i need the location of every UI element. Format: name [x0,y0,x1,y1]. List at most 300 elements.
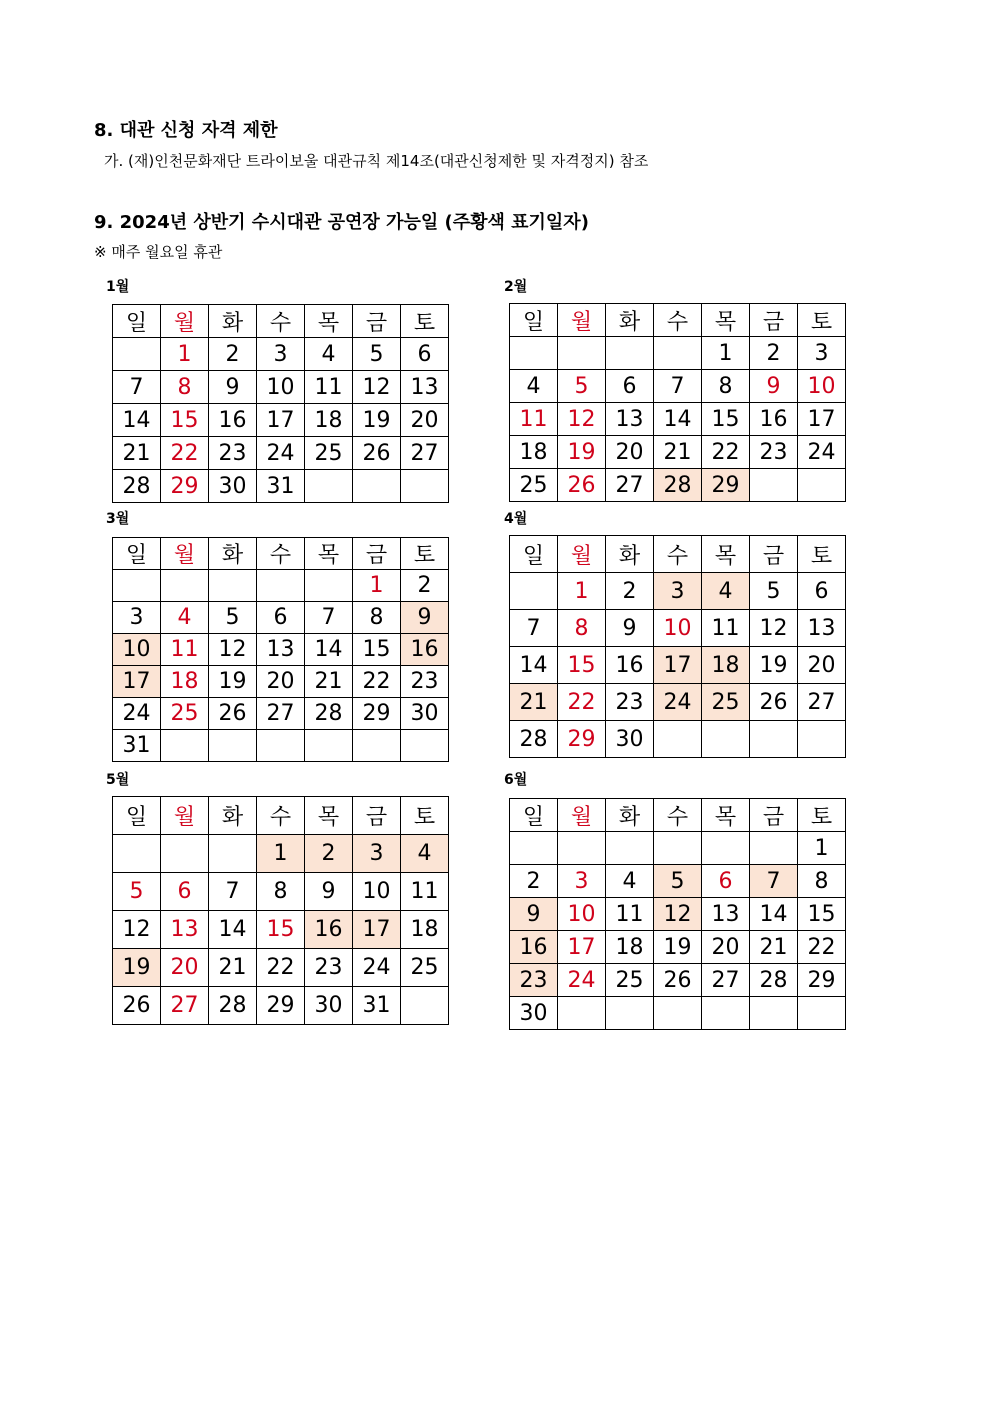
weekday-header: 금 [353,797,401,835]
day-cell: 29 [798,964,846,997]
weekday-header: 일 [510,536,558,573]
day-cell: 26 [209,698,257,730]
day-cell: 21 [510,684,558,721]
weekday-header: 수 [654,799,702,832]
day-cell: 18 [606,931,654,964]
day-cell: 25 [606,964,654,997]
weekday-header: 수 [257,538,305,570]
weekday-header: 월 [558,304,606,337]
day-cell: 20 [702,931,750,964]
day-cell: 7 [305,602,353,634]
day-cell: 11 [606,898,654,931]
day-cell: 18 [401,911,449,949]
day-cell: 28 [209,987,257,1025]
empty-day-cell [654,997,702,1030]
day-cell: 15 [161,404,209,437]
weekday-header: 토 [798,799,846,832]
day-cell: 17 [558,931,606,964]
day-cell: 16 [401,634,449,666]
day-cell: 9 [401,602,449,634]
empty-day-cell [750,469,798,502]
weekday-header: 토 [798,536,846,573]
day-cell: 23 [209,437,257,470]
day-cell: 1 [257,835,305,873]
week-row [113,338,449,371]
day-cell: 29 [353,698,401,730]
day-cell: 27 [798,684,846,721]
day-cell: 8 [257,873,305,911]
empty-day-cell [161,835,209,873]
weekday-header-row [113,797,449,835]
calendar-jan [112,304,449,503]
weekday-header: 화 [606,799,654,832]
day-cell: 18 [305,404,353,437]
week-row [113,371,449,404]
day-cell: 5 [558,370,606,403]
calendar-apr [509,535,846,758]
day-cell: 30 [209,470,257,503]
day-cell: 23 [401,666,449,698]
weekday-header: 화 [606,304,654,337]
day-cell: 3 [558,865,606,898]
weekday-header: 목 [702,799,750,832]
day-cell: 7 [654,370,702,403]
day-cell: 2 [209,338,257,371]
calendar-may [112,796,449,1025]
day-cell: 27 [401,437,449,470]
day-cell: 12 [558,403,606,436]
empty-day-cell [702,832,750,865]
day-cell: 13 [401,371,449,404]
empty-day-cell [209,730,257,762]
month-label: 3월 [106,511,130,527]
day-cell: 15 [702,403,750,436]
day-cell: 25 [161,698,209,730]
day-cell: 22 [353,666,401,698]
day-cell: 25 [305,437,353,470]
day-cell: 16 [209,404,257,437]
week-row [113,949,449,987]
day-cell: 15 [798,898,846,931]
weekday-header: 화 [209,797,257,835]
day-cell: 6 [257,602,305,634]
weekday-header: 목 [702,536,750,573]
day-cell: 12 [209,634,257,666]
empty-day-cell [750,721,798,758]
day-cell: 8 [702,370,750,403]
day-cell: 10 [113,634,161,666]
week-row [510,337,846,370]
day-cell: 12 [654,898,702,931]
weekday-header: 금 [750,304,798,337]
day-cell: 8 [558,610,606,647]
empty-day-cell [113,835,161,873]
weekday-header: 화 [606,536,654,573]
day-cell: 19 [654,931,702,964]
day-cell: 6 [401,338,449,371]
empty-day-cell [750,997,798,1030]
day-cell: 9 [305,873,353,911]
day-cell: 19 [558,436,606,469]
day-cell: 14 [654,403,702,436]
weekday-header: 토 [401,797,449,835]
day-cell: 18 [161,666,209,698]
day-cell: 14 [510,647,558,684]
week-row [113,666,449,698]
week-row [510,436,846,469]
day-cell: 9 [750,370,798,403]
day-cell: 28 [750,964,798,997]
weekday-header: 토 [798,304,846,337]
day-cell: 10 [798,370,846,403]
day-cell: 18 [702,647,750,684]
day-cell: 13 [606,403,654,436]
empty-day-cell [305,730,353,762]
empty-day-cell [113,338,161,371]
day-cell: 3 [353,835,401,873]
day-cell: 20 [161,949,209,987]
day-cell: 3 [654,573,702,610]
day-cell: 20 [257,666,305,698]
weekday-header: 월 [558,799,606,832]
day-cell: 22 [161,437,209,470]
empty-day-cell [606,832,654,865]
week-row [113,602,449,634]
day-cell: 29 [558,721,606,758]
day-cell: 1 [702,337,750,370]
empty-day-cell [558,337,606,370]
day-cell: 1 [161,338,209,371]
empty-day-cell [798,997,846,1030]
day-cell: 4 [606,865,654,898]
day-cell: 23 [305,949,353,987]
day-cell: 29 [257,987,305,1025]
day-cell: 13 [161,911,209,949]
day-cell: 16 [606,647,654,684]
day-cell: 26 [654,964,702,997]
day-cell: 9 [510,898,558,931]
day-cell: 27 [702,964,750,997]
week-row [113,470,449,503]
week-row [510,964,846,997]
week-row [113,698,449,730]
empty-day-cell [113,570,161,602]
day-cell: 14 [209,911,257,949]
day-cell: 5 [750,573,798,610]
week-row [113,437,449,470]
day-cell: 10 [353,873,401,911]
weekday-header: 금 [353,538,401,570]
day-cell: 27 [161,987,209,1025]
day-cell: 23 [750,436,798,469]
weekday-header: 화 [209,538,257,570]
day-cell: 30 [401,698,449,730]
empty-day-cell [606,337,654,370]
day-cell: 9 [209,371,257,404]
day-cell: 24 [113,698,161,730]
day-cell: 20 [606,436,654,469]
weekday-header: 수 [257,305,305,338]
day-cell: 18 [510,436,558,469]
week-row [113,730,449,762]
empty-day-cell [558,832,606,865]
weekday-header: 월 [161,797,209,835]
weekday-header-row [510,304,846,337]
empty-day-cell [654,337,702,370]
weekday-header: 수 [654,536,702,573]
empty-day-cell [353,470,401,503]
day-cell: 10 [654,610,702,647]
day-cell: 20 [798,647,846,684]
empty-day-cell [305,570,353,602]
day-cell: 25 [702,684,750,721]
day-cell: 5 [353,338,401,371]
empty-day-cell [702,721,750,758]
day-cell: 19 [209,666,257,698]
day-cell: 4 [510,370,558,403]
day-cell: 5 [113,873,161,911]
empty-day-cell [161,730,209,762]
empty-day-cell [161,570,209,602]
day-cell: 2 [606,573,654,610]
day-cell: 25 [401,949,449,987]
day-cell: 4 [305,338,353,371]
day-cell: 26 [353,437,401,470]
empty-day-cell [510,832,558,865]
calendar-feb [509,303,846,502]
empty-day-cell [558,997,606,1030]
day-cell: 20 [401,404,449,437]
week-row [113,404,449,437]
empty-day-cell [510,573,558,610]
week-row [510,997,846,1030]
calendar-mar [112,537,449,762]
weekday-header: 화 [209,305,257,338]
day-cell: 15 [353,634,401,666]
day-cell: 28 [510,721,558,758]
empty-day-cell [401,987,449,1025]
section-8-title: 8. 대관 신청 자격 제한 [94,120,278,141]
day-cell: 16 [510,931,558,964]
day-cell: 11 [510,403,558,436]
day-cell: 11 [702,610,750,647]
day-cell: 2 [510,865,558,898]
section-8-line: 가. (재)인천문화재단 트라이보울 대관규칙 제14조(대관신청제한 및 자격정지) 참조 [104,152,649,170]
day-cell: 21 [305,666,353,698]
weekday-header-row [510,536,846,573]
day-cell: 11 [401,873,449,911]
week-row [510,721,846,758]
weekday-header: 목 [702,304,750,337]
week-row [113,873,449,911]
day-cell: 19 [113,949,161,987]
day-cell: 3 [113,602,161,634]
weekday-header: 토 [401,538,449,570]
empty-day-cell [654,832,702,865]
day-cell: 23 [510,964,558,997]
week-row [510,931,846,964]
day-cell: 30 [305,987,353,1025]
week-row [510,647,846,684]
empty-day-cell [257,570,305,602]
month-label: 5월 [106,772,130,788]
day-cell: 28 [305,698,353,730]
empty-day-cell [353,730,401,762]
week-row [510,898,846,931]
day-cell: 22 [257,949,305,987]
weekday-header: 월 [558,536,606,573]
closure-note: ※ 매주 월요일 휴관 [94,243,223,261]
day-cell: 29 [161,470,209,503]
day-cell: 21 [113,437,161,470]
empty-day-cell [750,832,798,865]
day-cell: 15 [257,911,305,949]
weekday-header-row [510,799,846,832]
day-cell: 26 [113,987,161,1025]
day-cell: 24 [257,437,305,470]
day-cell: 4 [401,835,449,873]
day-cell: 2 [750,337,798,370]
day-cell: 8 [353,602,401,634]
day-cell: 13 [702,898,750,931]
day-cell: 22 [798,931,846,964]
day-cell: 31 [353,987,401,1025]
month-label: 1월 [106,279,130,295]
day-cell: 21 [654,436,702,469]
day-cell: 3 [798,337,846,370]
day-cell: 2 [305,835,353,873]
day-cell: 19 [353,404,401,437]
day-cell: 5 [654,865,702,898]
week-row [113,987,449,1025]
week-row [113,911,449,949]
weekday-header: 금 [750,536,798,573]
day-cell: 24 [798,436,846,469]
day-cell: 13 [257,634,305,666]
week-row [510,573,846,610]
day-cell: 28 [113,470,161,503]
empty-day-cell [209,570,257,602]
day-cell: 9 [606,610,654,647]
empty-day-cell [209,835,257,873]
day-cell: 15 [558,647,606,684]
weekday-header: 일 [510,304,558,337]
weekday-header: 목 [305,797,353,835]
weekday-header: 일 [113,797,161,835]
day-cell: 14 [305,634,353,666]
empty-day-cell [798,721,846,758]
weekday-header: 일 [113,538,161,570]
day-cell: 26 [558,469,606,502]
day-cell: 27 [257,698,305,730]
day-cell: 28 [654,469,702,502]
day-cell: 6 [702,865,750,898]
empty-day-cell [510,337,558,370]
day-cell: 25 [510,469,558,502]
day-cell: 7 [750,865,798,898]
day-cell: 17 [798,403,846,436]
week-row [510,370,846,403]
month-label: 6월 [504,772,528,788]
weekday-header: 월 [161,305,209,338]
day-cell: 4 [702,573,750,610]
day-cell: 16 [305,911,353,949]
weekday-header: 토 [401,305,449,338]
empty-day-cell [401,470,449,503]
day-cell: 17 [257,404,305,437]
weekday-header: 목 [305,538,353,570]
day-cell: 6 [798,573,846,610]
day-cell: 21 [209,949,257,987]
section-9-title: 9. 2024년 상반기 수시대관 공연장 가능일 (주황색 표기일자) [94,212,589,233]
day-cell: 23 [606,684,654,721]
weekday-header-row [113,538,449,570]
weekday-header: 수 [654,304,702,337]
day-cell: 24 [558,964,606,997]
day-cell: 31 [257,470,305,503]
day-cell: 13 [798,610,846,647]
day-cell: 14 [113,404,161,437]
day-cell: 6 [161,873,209,911]
weekday-header: 월 [161,538,209,570]
day-cell: 17 [654,647,702,684]
week-row [510,610,846,647]
week-row [510,832,846,865]
day-cell: 11 [161,634,209,666]
month-label: 2월 [504,279,528,295]
day-cell: 22 [702,436,750,469]
day-cell: 19 [750,647,798,684]
day-cell: 14 [750,898,798,931]
calendar-jun [509,798,846,1030]
day-cell: 29 [702,469,750,502]
empty-day-cell [257,730,305,762]
empty-day-cell [401,730,449,762]
day-cell: 8 [161,371,209,404]
month-label: 4월 [504,511,528,527]
weekday-header: 일 [113,305,161,338]
day-cell: 10 [558,898,606,931]
day-cell: 12 [353,371,401,404]
day-cell: 16 [750,403,798,436]
day-cell: 26 [750,684,798,721]
day-cell: 27 [606,469,654,502]
day-cell: 30 [510,997,558,1030]
week-row [510,865,846,898]
day-cell: 12 [113,911,161,949]
weekday-header: 목 [305,305,353,338]
day-cell: 10 [257,371,305,404]
day-cell: 5 [209,602,257,634]
day-cell: 7 [209,873,257,911]
day-cell: 7 [113,371,161,404]
weekday-header-row [113,305,449,338]
weekday-header: 금 [750,799,798,832]
week-row [510,684,846,721]
day-cell: 21 [750,931,798,964]
day-cell: 12 [750,610,798,647]
day-cell: 17 [353,911,401,949]
day-cell: 8 [798,865,846,898]
day-cell: 24 [353,949,401,987]
day-cell: 17 [113,666,161,698]
weekday-header: 일 [510,799,558,832]
empty-day-cell [702,997,750,1030]
empty-day-cell [606,997,654,1030]
day-cell: 4 [161,602,209,634]
day-cell: 1 [353,570,401,602]
day-cell: 1 [798,832,846,865]
